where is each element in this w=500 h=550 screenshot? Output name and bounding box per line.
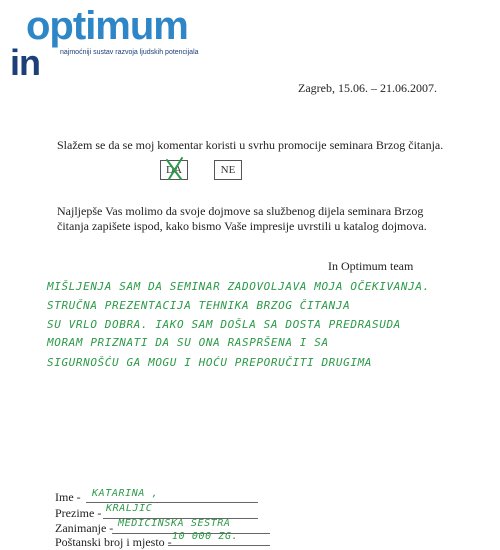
last-name-label: Prezime - [55,506,102,520]
consent-question: Slažem se da se moj komentar koristi u svrhu promocije seminara Brzog čitanja. [57,138,444,152]
date-line: Zagreb, 15.06. – 21.06.2007. [298,81,437,95]
comment-line: MIŠLJENJA SAM DA SEMINAR ZADOVOLJAVA MOJA OČEKIVANJA. [47,280,430,293]
comment-line: MORAM PRIZNATI DA SU ONA RASPRŠENA I SA [47,336,329,349]
request-paragraph: Najljepše Vas molimo da svoje dojmove sa službenog dijela seminara Brzog čitanja zapišete ispod, kako bismo Vaše impresije uvrstili u katalog dojmova. [57,204,427,233]
consent-no-checkbox[interactable] [214,160,242,180]
company-logo [10,4,230,83]
logo-prefix: in [10,42,40,83]
team-signature: In Optimum team [328,259,414,273]
first-name-label: Ime - [55,490,81,504]
postal-label: Poštanski broj i mjesto - [55,535,172,549]
comment-line: SIGURNOŠĆU GA MOGU I HOĆU PREPORUČITI DRUGIMA [47,356,373,369]
consent-yes-label: DA [166,164,182,176]
comment-line: STRUČNA PREZENTACIJA TEHNIKA BRZOG ČITANJA [47,299,351,312]
logo-tagline: najmoćniji sustav razvoja ljudskih potencijala [60,49,199,56]
comment-line: SU VRLO DOBRA. IAKO SAM DOŠLA SA DOSTA PREDRASUDA [47,318,401,331]
occupation-value[interactable]: MEDICINSKA SESTRA [118,518,231,529]
x-mark-icon [160,155,190,183]
postal-value[interactable]: 10 000 ZG. [172,531,239,542]
logo-name: optimum [26,4,188,48]
occupation-label: Zanimanje - [55,521,114,535]
consent-no-label: NE [220,164,236,176]
last-name-value[interactable]: KRALJIĆ [106,503,153,514]
first-name-value[interactable]: KATARINA , [92,488,159,499]
